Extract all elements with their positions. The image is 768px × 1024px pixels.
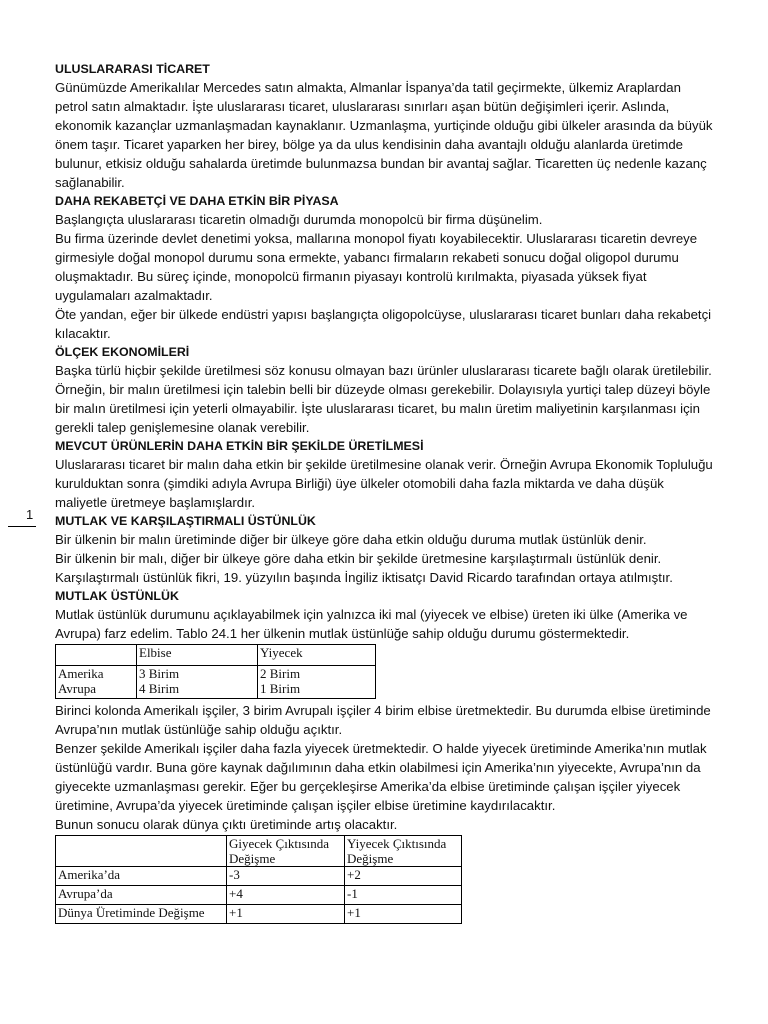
table-row — [56, 905, 462, 924]
section-heading: ULUSLARARASI TİCARET — [55, 62, 210, 76]
table-cell: +1 — [345, 905, 462, 924]
section-heading: ÖLÇEK EKONOMİLERİ — [55, 345, 190, 359]
table-header-row — [56, 645, 376, 666]
paragraph: Bir ülkenin bir malı, diğer bir ülkeye göre daha etkin bir şekilde üretmesine karşılaştırmalı üstünlük denir. — [55, 551, 662, 566]
section-heading: MEVCUT ÜRÜNLERİN DAHA ETKİN BİR ŞEKİLDE ÜRETİLMESİ — [55, 439, 424, 453]
paragraph: Öte yandan, eğer bir ülkede endüstri yapısı başlangıçta oligopolcüyse, uluslararası ticaret bunları daha rekabetçi kılacaktır. — [55, 307, 712, 341]
table-cell: +2 — [345, 867, 462, 886]
paragraph: Başlangıçta uluslararası ticaretin olmadığı durumda monopolcü bir firma düşünelim. — [55, 212, 543, 227]
section-after-table — [55, 701, 715, 834]
paragraph: Günümüzde Amerikalılar Mercedes satın almakta, Almanlar İspanya’da tatil geçirmekte, ülkemiz Araplardan petrol satın almaktadır. İşte uluslararası ticaret, uluslararası sınırları aşan bütün değişimleri içerir. Aslında, ekonomik kazançlar uzmanlaşmadan kaynaklanır. Uzmanlaşma, yurtiçinde olduğu gibi ülkeler arasında da büyük önem taşır. Ticaret yaparken her birey, bölge ya da ulus kendisinin daha avantajlı olduğu alanlarda üretimde bulunur, etkisiz olduğu sahalarda üretimde bulunmazsa bundan bir avantaj sağlar. Ticaretten üç nedenle kazanç sağlanabilir. — [55, 80, 713, 190]
table-row — [56, 867, 462, 886]
table-header-cell: Yiyecek — [258, 645, 376, 666]
table-row — [56, 666, 376, 699]
paragraph: Birinci kolonda Amerikalı işçiler, 3 birim Avrupalı işçiler 4 birim elbise üretmektedir. Bu durumda elbise üretiminde Avrupa’nın mutlak üstünlüğe sahip olduğu açıktır. — [55, 703, 711, 737]
section-mevcut-urunler — [55, 437, 715, 512]
section-mutlak-ustunluk — [55, 587, 715, 643]
section-heading: DAHA REKABETÇİ VE DAHA ETKİN BİR PİYASA — [55, 194, 339, 208]
paragraph: Başka türlü hiçbir şekilde üretilmesi söz konusu olmayan bazı ürünler uluslararası ticarete bağlı olarak üretilebilir. Örneğin, bir malın üretilmesi için talebin belli bir düzeyde olması gerekebilir. Dolayısıyla yurtiçi talep düzeyi böyle bir malın üretilmesi için yeterli olmayabilir. İşte uluslararası ticaret, bu malın üretim maliyetinin karşılanması için gerekli talep genişlemesine olanak verebilir. — [55, 363, 712, 435]
table-header-cell: Yiyecek Çıktısında Değişme — [345, 836, 462, 867]
table-cell: +1 — [227, 905, 345, 924]
paragraph: Karşılaştırmalı üstünlük fikri, 19. yüzyılın başında İngiliz iktisatçı David Ricardo tarafından ortaya atılmıştır. — [55, 570, 673, 585]
table-cell: -1 — [345, 886, 462, 905]
table-cell — [56, 666, 137, 699]
table-header-cell — [56, 645, 137, 666]
table-header-cell: Giyecek Çıktısında Değişme — [227, 836, 345, 867]
paragraph: Bunun sonucu olarak dünya çıktı üretiminde artış olacaktır. — [55, 817, 398, 832]
table-cell: -3 — [227, 867, 345, 886]
table-cell — [258, 666, 376, 699]
table-header-cell: Elbise — [137, 645, 258, 666]
paragraph: Bir ülkenin bir malın üretiminde diğer bir ülkeye göre daha etkin olduğu duruma mutlak üstünlük denir. — [55, 532, 647, 547]
paragraph: Bu firma üzerinde devlet denetimi yoksa, mallarına monopol fiyatı koyabilecektir. Uluslararası ticaretin devreye girmesiyle doğal monopol durumu sona ermekte, yabancı firmaların rekabeti sonucu doğal oligopol durumu oluşmaktadır. Bu süreç içinde, monopolcü firmanın piyasayı kontrolü kırılmakta, piyasada yüksek fiyat uygulamaları azalmaktadır. — [55, 231, 698, 303]
section-heading: MUTLAK VE KARŞILAŞTIRMALI ÜSTÜNLÜK — [55, 514, 316, 528]
country-amerika: Amerika — [58, 666, 104, 681]
page-number-rule — [8, 526, 36, 527]
country-avrupa: Avrupa — [58, 681, 97, 696]
avrupa-yiyecek: 1 Birim — [260, 681, 301, 696]
table-cell: Avrupa’da — [56, 886, 227, 905]
output-change-table — [55, 835, 462, 924]
amerika-yiyecek: 2 Birim — [260, 666, 301, 681]
section-uluslararasi-ticaret — [55, 60, 715, 192]
table-24-1 — [55, 644, 376, 699]
section-olcek-ekonomileri — [55, 343, 715, 437]
amerika-elbise: 3 Birim — [139, 666, 180, 681]
avrupa-elbise: 4 Birim — [139, 681, 180, 696]
table-header-row — [56, 836, 462, 867]
section-rekabetci-piyasa — [55, 192, 715, 343]
table-cell: +4 — [227, 886, 345, 905]
table-cell — [137, 666, 258, 699]
table-row — [56, 886, 462, 905]
section-heading: MUTLAK ÜSTÜNLÜK — [55, 589, 179, 603]
document-body — [55, 60, 715, 924]
table-cell: Amerika’da — [56, 867, 227, 886]
paragraph: Mutlak üstünlük durumunu açıklayabilmek için yalnızca iki mal (yiyecek ve elbise) üreten iki ülke (Amerika ve Avrupa) farz edelim. Tablo 24.1 her ülkenin mutlak üstünlüğe sahip olduğu durumu göstermektedir. — [55, 607, 688, 641]
table-header-cell — [56, 836, 227, 867]
paragraph: Uluslararası ticaret bir malın daha etkin bir şekilde üretilmesine olanak verir. Örneğin Avrupa Ekonomik Topluluğu kurulduktan sonra (şimdiki adıyla Avrupa Birliği) üye ülkeler otomobili daha fazla miktarda ve daha düşük maliyetle üretmeye başlamışlardır. — [55, 457, 713, 510]
page-number: 1 — [26, 507, 34, 522]
paragraph: Benzer şekilde Amerikalı işçiler daha fazla yiyecek üretmektedir. O halde yiyecek üretiminde Amerika’nın mutlak üstünlüğü vardır. Buna göre kaynak dağılımının daha etkin olabilmesi için Amerika’nın yiyecekte, Avrupa’nın da giyecekte uzmanlaşması gerekir. Eğer bu gerçekleşirse Amerika’da elbise üretiminde çalışan işçiler yiyecek üretimine, Avrupa’da yiyecek üretiminde çalışan işçiler elbise üretimine kaydırılacaktır. — [55, 741, 707, 813]
table-cell: Dünya Üretiminde Değişme — [56, 905, 227, 924]
section-mutlak-karsilastirmali — [55, 512, 715, 587]
